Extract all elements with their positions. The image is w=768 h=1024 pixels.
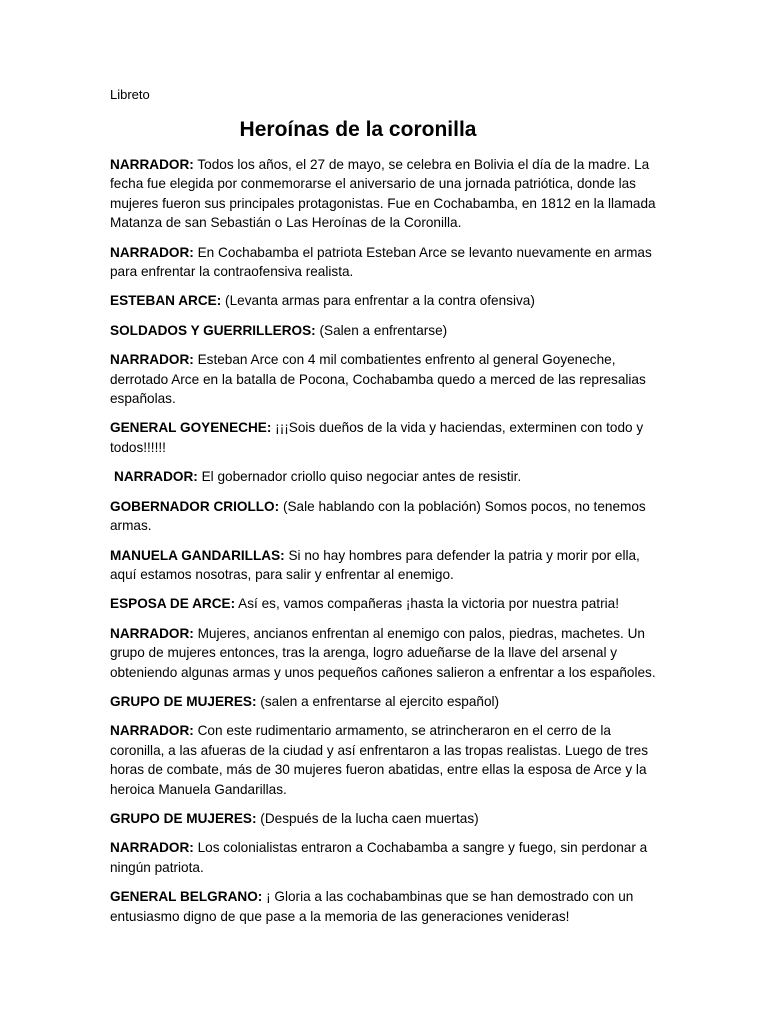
script-entry	[110, 467, 662, 486]
script-entry	[110, 155, 662, 233]
speaker-name: GENERAL BELGRANO:	[110, 889, 263, 905]
speaker-name: ESPOSA DE ARCE:	[110, 596, 236, 612]
speaker-name: NARRADOR:	[110, 840, 194, 856]
dialogue-text: Esteban Arce con 4 mil combatientes enfrento al general Goyeneche, derrotado Arce en la batalla de Pocona, Cochabamba quedo a merced de las represalias españolas.	[110, 352, 646, 407]
script-entry	[110, 243, 662, 282]
dialogue-text: Mujeres, ancianos enfrentan al enemigo con palos, piedras, machetes. Un grupo de mujeres entonces, tras la arenga, logro adueñarse de la llave del arsenal y obteniendo algunas armas y unos pequeños cañones salieron a enfrentar a los españoles.	[110, 625, 656, 680]
speaker-name: NARRADOR:	[110, 625, 194, 641]
speaker-name: SOLDADOS Y GUERRILLEROS:	[110, 322, 316, 338]
script-entry	[110, 321, 662, 340]
speaker-name: GENERAL GOYENECHE:	[110, 420, 272, 436]
speaker-name: NARRADOR:	[114, 469, 198, 485]
script-entry	[110, 594, 662, 613]
speaker-name: NARRADOR:	[110, 244, 194, 260]
dialogue-text: (Levanta armas para enfrentar a la contra ofensiva)	[221, 293, 535, 309]
script-entry	[110, 546, 662, 585]
speaker-name: ESTEBAN ARCE:	[110, 293, 222, 309]
dialogue-text: (Después de la lucha caen muertas)	[256, 810, 479, 826]
script-entry	[110, 350, 662, 408]
script-entry	[110, 291, 662, 310]
script-body	[110, 155, 662, 936]
dialogue-text: (Salen a enfrentarse)	[315, 322, 448, 338]
dialogue-text: Todos los años, el 27 de mayo, se celebra en Bolivia el día de la madre. La fecha fue elegida por conmemorarse el aniversario de una jornada patriótica, donde las mujeres fueron sus principales protagonistas. Fue en Cochabamba, en 1812 en la llamada Matanza de san Sebastián o Las Heroínas de la Coronilla.	[110, 157, 656, 231]
dialogue-text: Con este rudimentario armamento, se atrincheraron en el cerro de la coronilla, a las afueras de la ciudad y así enfrentaron a las tropas realistas. Luego de tres horas de combate, más de 30 mujeres fueron abatidas, entre ellas la esposa de Arce y la heroica Manuela Gandarillas.	[110, 723, 649, 797]
dialogue-text: Así es, vamos compañeras ¡hasta la victoria por nuestra patria!	[235, 596, 619, 612]
dialogue-text: En Cochabamba el patriota Esteban Arce se levanto nuevamente en armas para enfrentar la contraofensiva realista.	[110, 244, 652, 280]
script-entry	[110, 809, 662, 828]
script-entry	[110, 497, 662, 536]
script-entry	[110, 887, 662, 926]
script-entry	[110, 838, 662, 877]
speaker-name: MANUELA GANDARILLAS:	[110, 547, 285, 563]
document-title: Heroínas de la coronilla	[239, 118, 477, 141]
speaker-name: GRUPO DE MUJERES:	[110, 810, 257, 826]
speaker-name: GRUPO DE MUJERES:	[110, 693, 257, 709]
script-entry	[110, 418, 662, 457]
dialogue-text: ¡¡¡Sois dueños de la vida y haciendas, exterminen con todo y todos!!!!!!	[110, 420, 644, 455]
script-entry	[110, 624, 662, 682]
dialogue-text: ¡ Gloria a las cochabambinas que se han demostrado con un entusiasmo digno de que pase a la memoria de las generaciones venideras!	[110, 889, 634, 924]
dialogue-text: El gobernador criollo quiso negociar antes de resistir.	[197, 469, 522, 485]
dialogue-text: (Sale hablando con la población) Somos pocos, no tenemos armas.	[110, 498, 646, 534]
dialogue-text: Los colonialistas entraron a Cochabamba a sangre y fuego, sin perdonar a ningún patriota.	[110, 840, 648, 875]
speaker-name: NARRADOR:	[110, 157, 194, 172]
dialogue-text: Si no hay hombres para defender la patria y morir por ella, aquí estamos nosotras, para salir y enfrentar al enemigo.	[110, 547, 640, 582]
document-label: Libreto	[110, 87, 150, 102]
script-entry	[110, 692, 662, 711]
dialogue-text: (salen a enfrentarse al ejercito español)	[256, 693, 500, 709]
speaker-name: NARRADOR:	[110, 723, 194, 739]
script-entry	[110, 721, 662, 799]
speaker-name: GOBERNADOR CRIOLLO:	[110, 498, 280, 514]
speaker-name: NARRADOR:	[110, 352, 194, 368]
